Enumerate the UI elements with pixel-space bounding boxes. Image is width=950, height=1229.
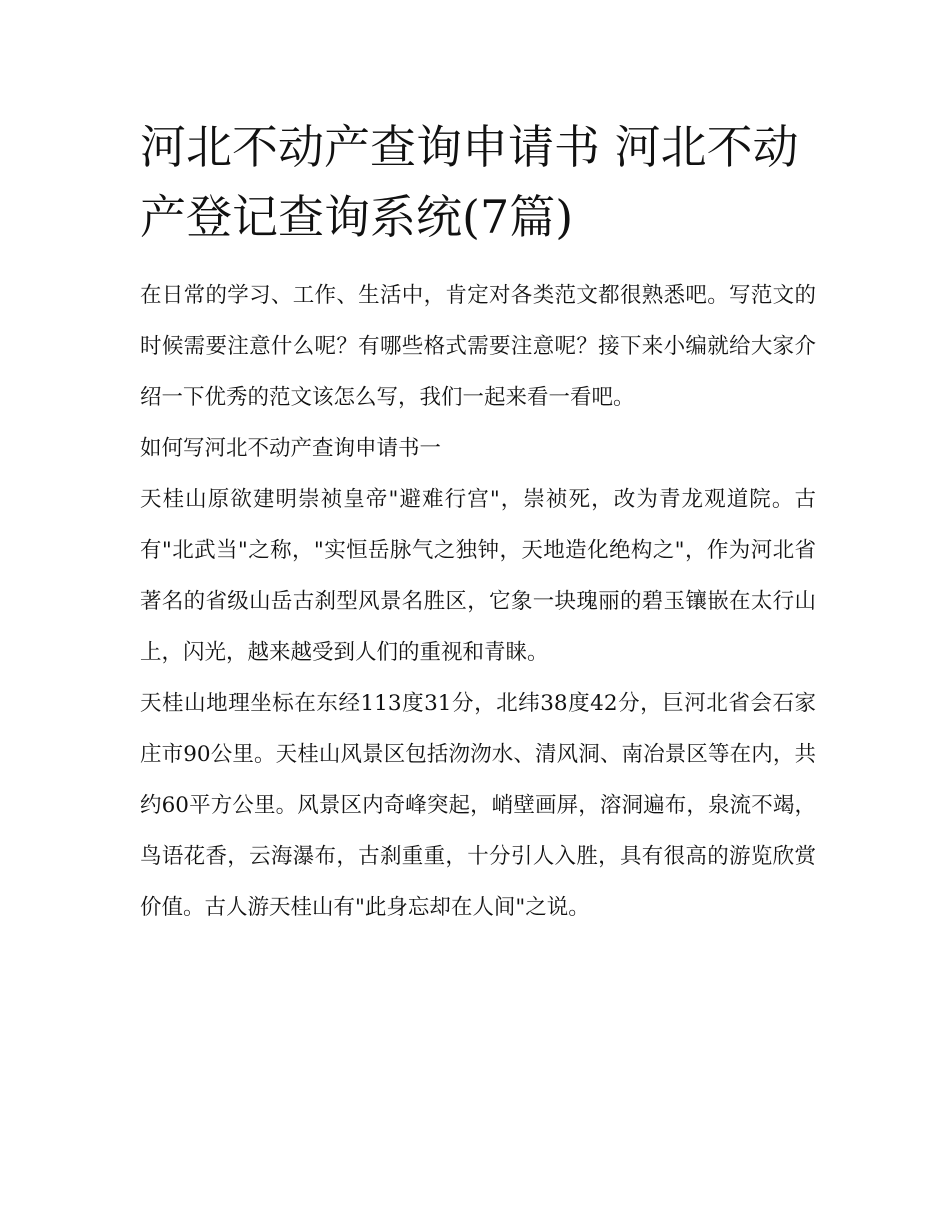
section-heading: 如何写河北不动产查询申请书一	[140, 436, 442, 461]
intro-paragraph: 在日常的学习、工作、生活中，肯定对各类范文都很熟悉吧。写范文的时候需要注意什么呢？有哪些格式需要注意呢？接下来小编就给大家介绍一下优秀的范文该怎么写，我们一起来看一看吧。	[140, 283, 816, 410]
document-title: 河北不动产查询申请书 河北不动产登记查询系统(7篇)	[140, 120, 799, 244]
body-paragraph-1: 天桂山原欲建明崇祯皇帝"避难行宫"，崇祯死，改为青龙观道院。古有"北武当"之称，"实恒岳脉气之独钟，天地造化绝构之"，作为河北省著名的省级山岳古刹型风景名胜区，它象一块瑰丽的碧玉镶嵌在太行山上，闪光，越来越受到人们的重视和青睐。	[140, 487, 816, 665]
body-paragraph-2: 天桂山地理坐标在东经113度31分，北纬38度42分，巨河北省会石家庄市90公里。天桂山风景区包括沕沕水、清风洞、南冶景区等在内，共约60平方公里。风景区内奇峰突起，峭壁画屏，溶洞遍布，泉流不竭，鸟语花香，云海瀑布，古刹重重，十分引人入胜，具有很高的游览欣赏价值。古人游天桂山有"此身忘却在人间"之说。	[140, 691, 816, 920]
document-page	[140, 112, 816, 933]
document-body	[140, 270, 816, 933]
